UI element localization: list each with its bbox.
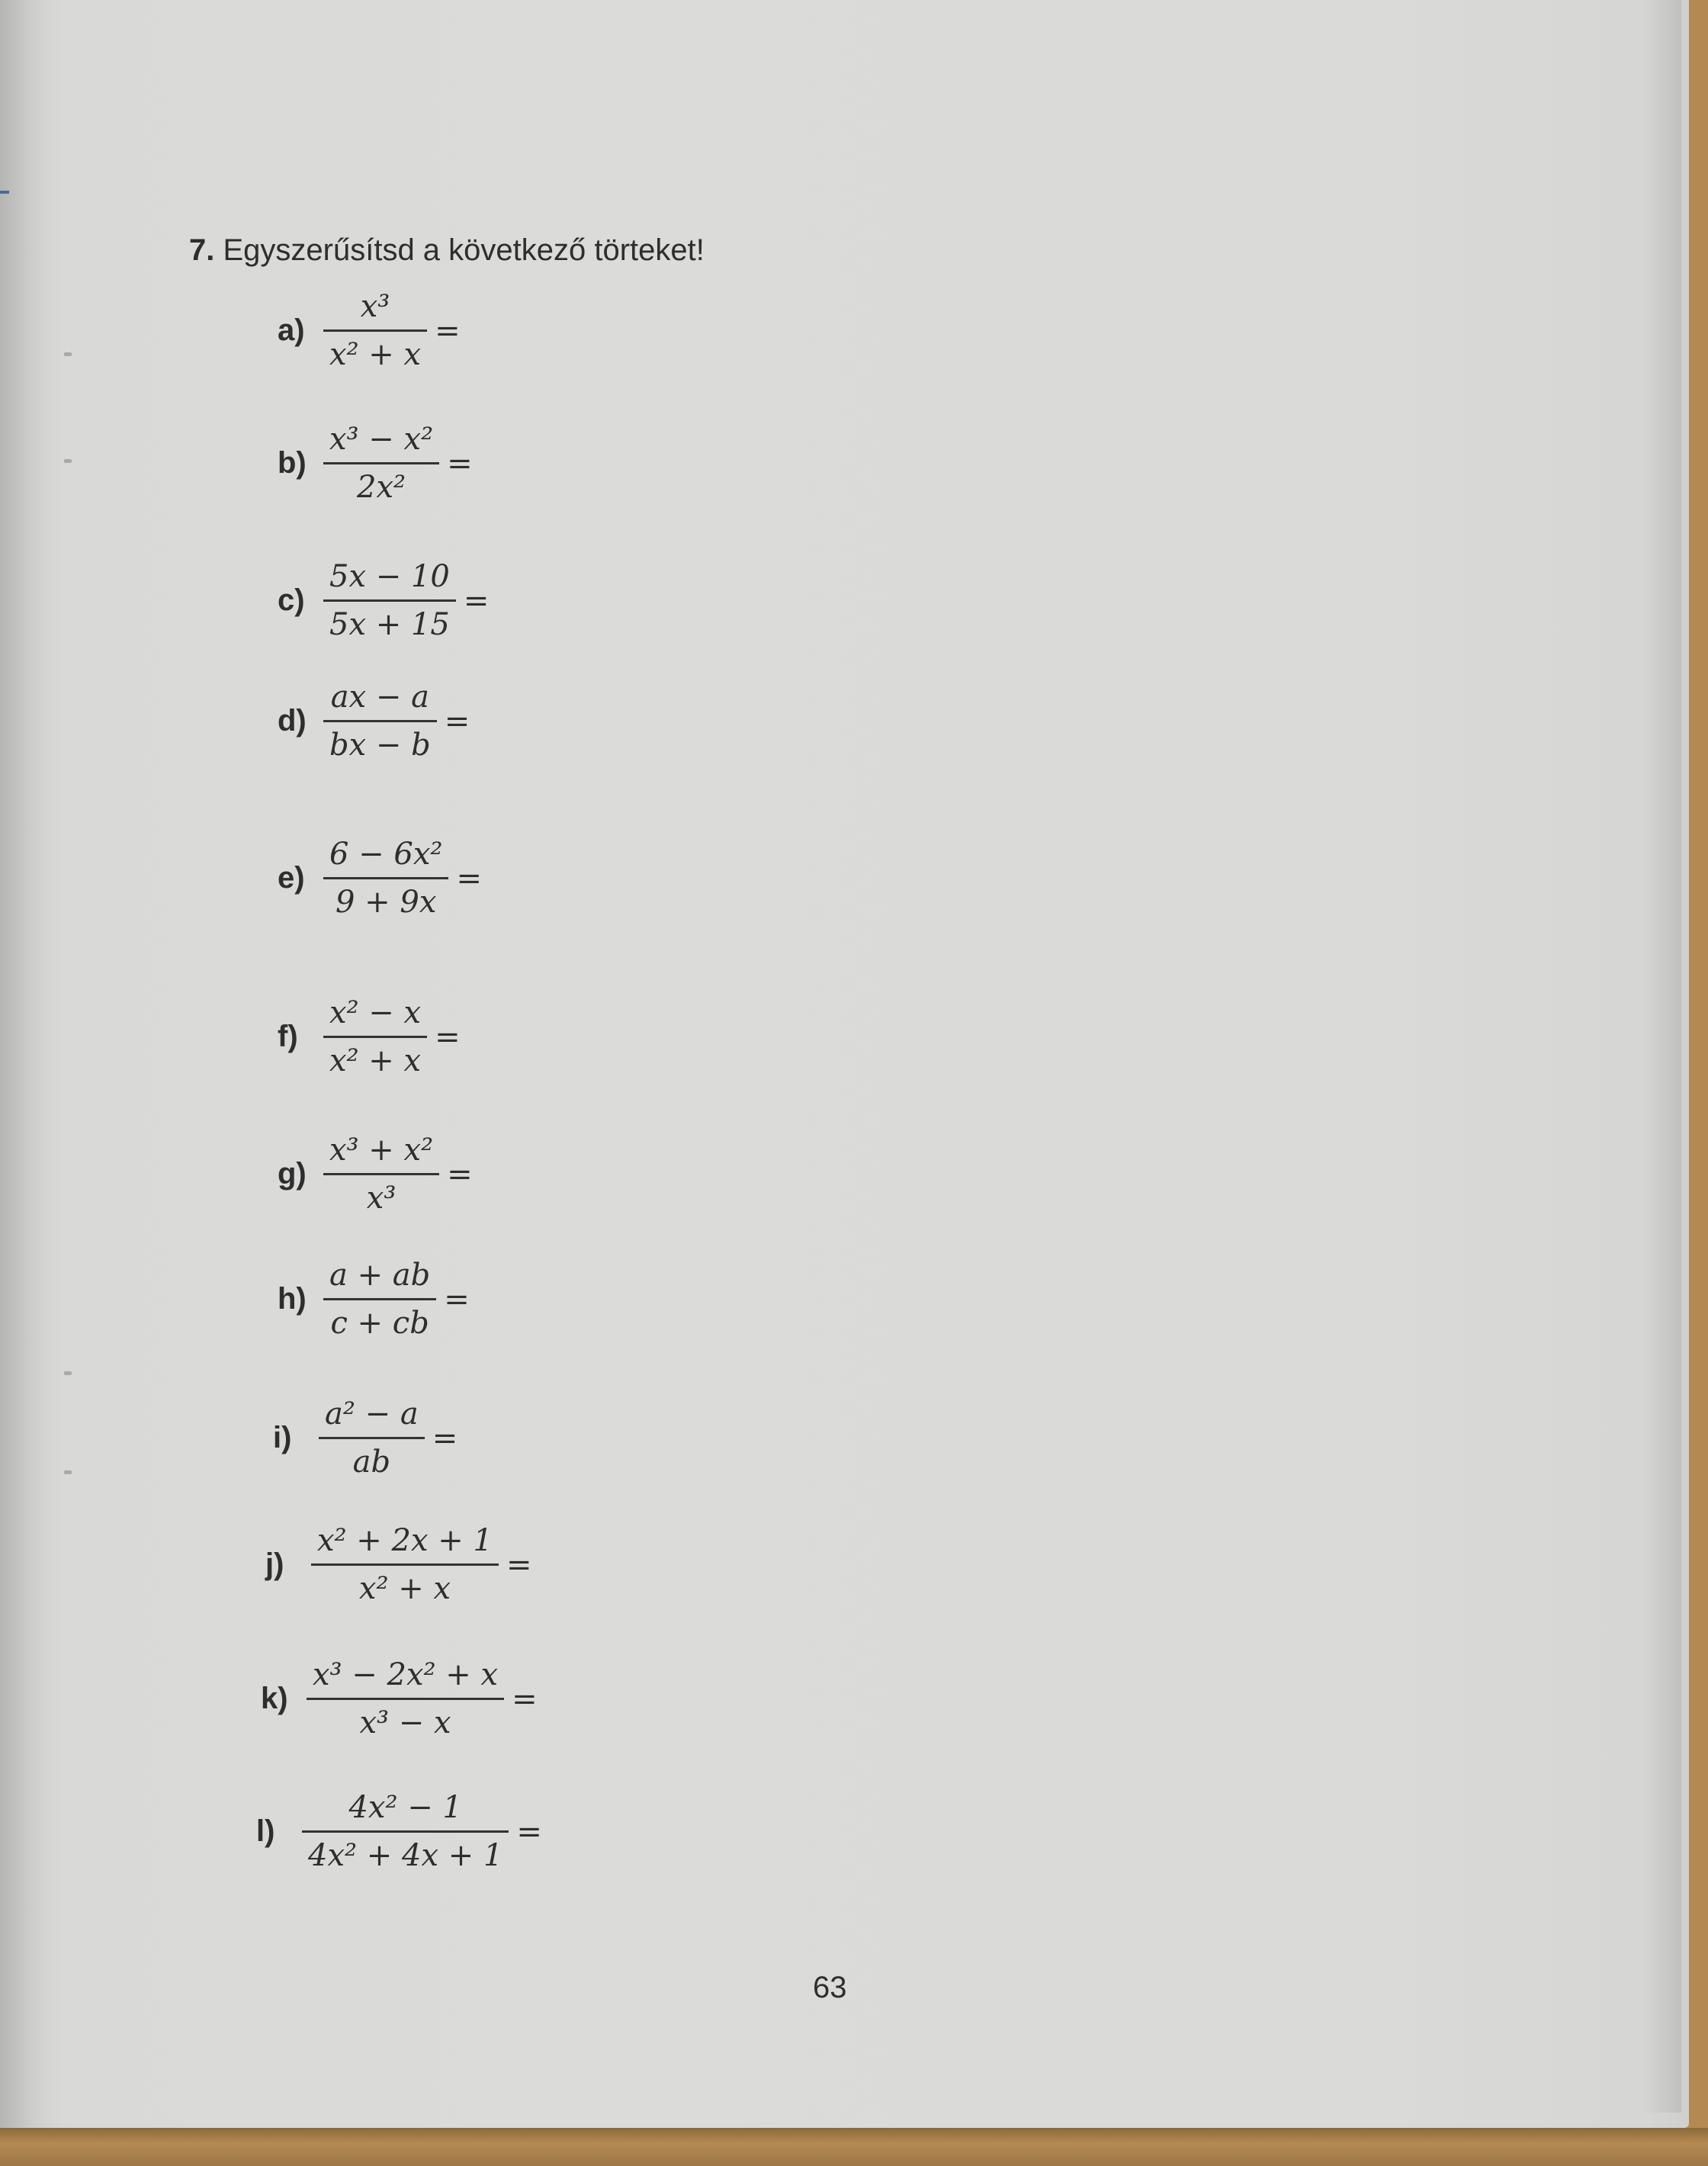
fraction-bar: [323, 877, 448, 879]
equals-sign: =: [447, 445, 473, 481]
exercise-item-k: [261, 1653, 538, 1744]
exercise-item-f: [278, 991, 461, 1082]
fraction-numerator: x² − x: [329, 995, 422, 1030]
fraction-denominator: ab: [352, 1445, 391, 1480]
equals-sign: =: [435, 1019, 461, 1055]
fraction: [323, 1254, 436, 1345]
fraction-numerator: x² + 2x + 1: [317, 1523, 493, 1558]
exercise-heading: [189, 233, 705, 268]
fraction-bar: [307, 1698, 504, 1700]
fraction-bar: [311, 1563, 499, 1566]
page-binding-shadow: [0, 0, 53, 2128]
fraction-bar: [323, 462, 439, 464]
fraction: [323, 418, 439, 509]
fraction: [307, 1653, 504, 1744]
fraction-numerator: 5x − 10: [329, 559, 450, 594]
binding-hole: [64, 1470, 72, 1474]
fraction-bar: [302, 1830, 509, 1833]
exercise-item-b: [278, 418, 473, 509]
fraction-bar: [323, 1298, 436, 1300]
binding-hole: [64, 1371, 72, 1375]
item-label: c): [278, 583, 305, 617]
exercise-item-g: [278, 1129, 473, 1220]
fraction-denominator: 2x²: [357, 470, 406, 505]
exercise-item-e: [278, 833, 482, 924]
equals-sign: =: [506, 1547, 532, 1583]
equals-sign: =: [444, 1281, 470, 1317]
exercise-item-i: [273, 1393, 458, 1483]
fraction-numerator: x³ − 2x² + x: [313, 1657, 499, 1692]
fraction-bar: [323, 1173, 439, 1175]
item-label: f): [278, 1020, 298, 1053]
equals-sign: =: [463, 583, 490, 619]
page-number: 63: [813, 1971, 847, 2004]
item-label: h): [278, 1282, 307, 1316]
fraction-denominator: x² + x: [329, 1043, 422, 1078]
fraction-bar: [319, 1437, 425, 1439]
table-surface: [0, 2128, 1708, 2166]
fraction-numerator: ax − a: [330, 680, 429, 715]
fraction-denominator: 9 + 9x: [336, 885, 437, 920]
exercise-item-h: [278, 1254, 470, 1345]
exercise-instruction: Egyszerűsítsd a következő törteket!: [223, 233, 705, 267]
fraction-numerator: a² − a: [325, 1396, 419, 1432]
exercise-item-j: [265, 1519, 531, 1610]
item-label: a): [278, 313, 305, 347]
item-label: g): [278, 1157, 307, 1191]
fraction-denominator: c + cb: [330, 1306, 429, 1341]
fraction: [323, 676, 437, 766]
fraction: [323, 991, 427, 1082]
fraction-numerator: 4x² − 1: [348, 1790, 462, 1825]
fraction-numerator: a + ab: [329, 1258, 431, 1293]
fraction: [323, 555, 456, 646]
fraction-numerator: x³: [360, 289, 390, 324]
equals-sign: =: [444, 703, 470, 739]
item-label: b): [278, 446, 307, 480]
binding-hole: [64, 352, 72, 356]
item-label: j): [265, 1547, 284, 1581]
fraction-denominator: bx − b: [329, 728, 431, 763]
fraction: [323, 833, 448, 924]
binding-hole: [64, 459, 72, 463]
fraction-numerator: 6 − 6x²: [329, 837, 443, 872]
item-label: e): [278, 861, 305, 895]
fraction-bar: [323, 329, 427, 332]
equals-sign: =: [456, 860, 482, 896]
fraction-denominator: 5x + 15: [329, 607, 450, 642]
item-label: i): [273, 1421, 292, 1454]
fraction-bar: [323, 720, 437, 722]
fraction-denominator: 4x² + 4x + 1: [308, 1838, 503, 1873]
fraction: [302, 1786, 509, 1877]
page-edge-shadow: [1639, 0, 1681, 2113]
fraction-denominator: x³ − x: [359, 1705, 451, 1740]
exercise-number: 7.: [189, 233, 215, 267]
equals-sign: =: [512, 1681, 538, 1717]
equals-sign: =: [447, 1156, 473, 1192]
fraction-denominator: x³: [366, 1181, 396, 1216]
equals-sign: =: [516, 1814, 542, 1849]
equals-sign: =: [435, 313, 461, 349]
fraction: [323, 1129, 439, 1220]
fraction-numerator: x³ + x²: [329, 1133, 434, 1168]
item-label: d): [278, 704, 307, 738]
blue-ink-mark: [0, 191, 9, 194]
exercise-item-l: [256, 1786, 542, 1877]
fraction-denominator: x² + x: [329, 337, 422, 372]
fraction: [319, 1393, 425, 1483]
exercise-item-a: [278, 285, 461, 376]
fraction: [311, 1519, 499, 1610]
item-label: l): [256, 1814, 275, 1848]
fraction-bar: [323, 1036, 427, 1038]
item-label: k): [261, 1682, 288, 1715]
fraction: [323, 285, 427, 376]
exercise-item-d: [278, 676, 470, 766]
fraction-denominator: x² + x: [358, 1571, 451, 1606]
fraction-numerator: x³ − x²: [329, 422, 434, 457]
fraction-bar: [323, 599, 456, 602]
exercise-item-c: [278, 555, 489, 646]
equals-sign: =: [432, 1420, 458, 1456]
